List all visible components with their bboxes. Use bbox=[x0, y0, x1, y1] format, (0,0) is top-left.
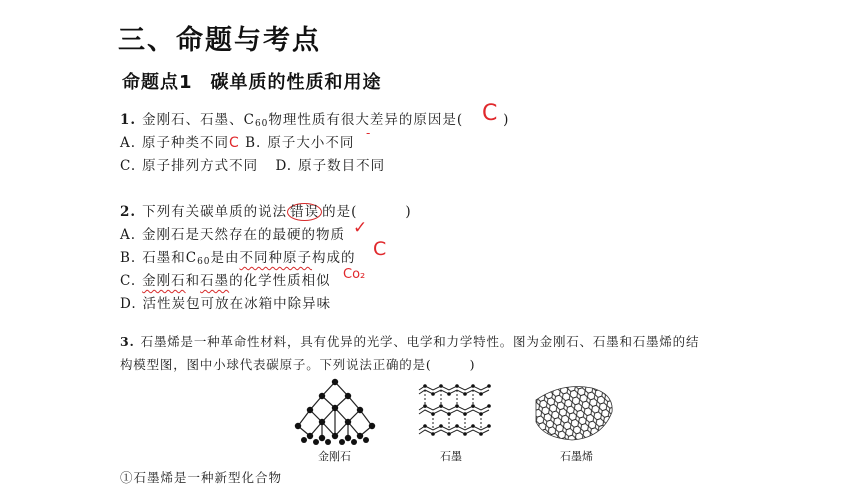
graphite-structure-figure bbox=[415, 382, 493, 442]
q2-option-d-label: D. bbox=[120, 296, 137, 312]
caption-graphite: 石墨 bbox=[440, 450, 462, 463]
q2-option-a-label: A. bbox=[120, 227, 137, 243]
q2-option-c-mid: 和 bbox=[185, 273, 201, 289]
q2-option-c-label: C. bbox=[120, 273, 137, 289]
q1-tick-stroke: - bbox=[366, 126, 371, 140]
q2-option-b-text-3: 构成的 bbox=[312, 250, 356, 266]
q2-option-b-subscript: 60 bbox=[197, 257, 211, 267]
q1-options-row2 bbox=[120, 154, 385, 174]
q3-number: 3. bbox=[120, 334, 135, 349]
q1-options-row1 bbox=[120, 131, 354, 151]
q1-option-c: 原子排列方式不同 bbox=[142, 158, 259, 174]
q1-stem-text-a: 金刚石、石墨、C bbox=[142, 112, 255, 128]
q2-circled-word: 错误 bbox=[287, 203, 322, 221]
q2-option-c-row bbox=[120, 269, 331, 289]
q2-stem-close: ) bbox=[405, 204, 412, 220]
q2-option-c-mark: Co₂ bbox=[343, 267, 366, 282]
q1-option-b: 原子大小不同 bbox=[267, 135, 355, 151]
q3-stem-line2 bbox=[120, 355, 475, 373]
q1-option-c-label: C. bbox=[120, 158, 137, 174]
diamond-structure-figure bbox=[290, 378, 380, 446]
q1-answer-mark: C bbox=[482, 101, 498, 126]
q3-stem-line1 bbox=[120, 332, 699, 350]
q1-stem-close: ) bbox=[503, 112, 510, 128]
q2-option-c-underlined-1: 金刚石 bbox=[142, 273, 186, 289]
section-title: 三、命题与考点 bbox=[118, 25, 321, 56]
q2-option-b-label: B. bbox=[120, 250, 137, 266]
topic-heading bbox=[122, 68, 382, 94]
q2-option-d-row bbox=[120, 292, 331, 312]
q2-stem-text-a: 下列有关碳单质的说法 bbox=[142, 204, 288, 220]
q3-line2: 构模型图，图中小球代表碳原子。下列说法正确的是( bbox=[120, 357, 432, 372]
q2-option-a-checkmark: ✓ bbox=[353, 218, 368, 238]
q1-option-d-label: D. bbox=[275, 158, 293, 174]
q1-number: 1. bbox=[120, 112, 137, 128]
q1-stem-subscript: 60 bbox=[254, 119, 269, 129]
q3-line1: 石墨烯是一种革命性材料，具有优异的光学、电学和力学特性。图为金刚石、石墨和石墨烯的结 bbox=[140, 334, 700, 349]
caption-diamond: 金刚石 bbox=[318, 450, 351, 463]
q1-stem-text-b: 物理性质有很大差异的原因是( bbox=[268, 112, 464, 128]
q1-option-d: 原子数目不同 bbox=[298, 158, 386, 174]
q2-stem bbox=[120, 200, 412, 220]
q2-option-c-text: 的化学性质相似 bbox=[229, 273, 331, 289]
q2-number: 2. bbox=[120, 204, 137, 220]
graphene-structure-figure bbox=[532, 382, 616, 444]
q2-option-b-underlined: 不同种原子 bbox=[239, 250, 313, 266]
q2-option-b-mark: C bbox=[373, 238, 387, 260]
q3-line2-close: ) bbox=[469, 357, 476, 372]
topic-title: 碳单质的性质和用途 bbox=[210, 72, 382, 93]
q2-option-b-row bbox=[120, 246, 356, 267]
topic-label: 命题点1 bbox=[122, 72, 193, 93]
caption-graphene: 石墨烯 bbox=[560, 450, 593, 463]
q1-option-a: 原子种类不同 bbox=[142, 135, 230, 151]
q3-statement-1: ①石墨烯是一种新型化合物 bbox=[120, 470, 283, 485]
q2-option-b-text-2: 是由 bbox=[210, 250, 240, 266]
q2-option-a-row bbox=[120, 223, 345, 243]
q1-stem bbox=[120, 108, 509, 129]
q2-option-c-underlined-2: 石墨 bbox=[200, 273, 230, 289]
q2-option-a: 金刚石是天然存在的最硬的物质 bbox=[142, 227, 346, 243]
q1-option-b-label: B. bbox=[245, 135, 262, 151]
q2-option-d: 活性炭包可放在冰箱中除异味 bbox=[142, 296, 332, 312]
q2-option-b-text-1: 石墨和C bbox=[142, 250, 198, 266]
q1-option-a-label: A. bbox=[120, 135, 137, 151]
q1-option-a-mark: C bbox=[229, 135, 240, 151]
q2-stem-text-b: 的是( bbox=[322, 204, 358, 220]
